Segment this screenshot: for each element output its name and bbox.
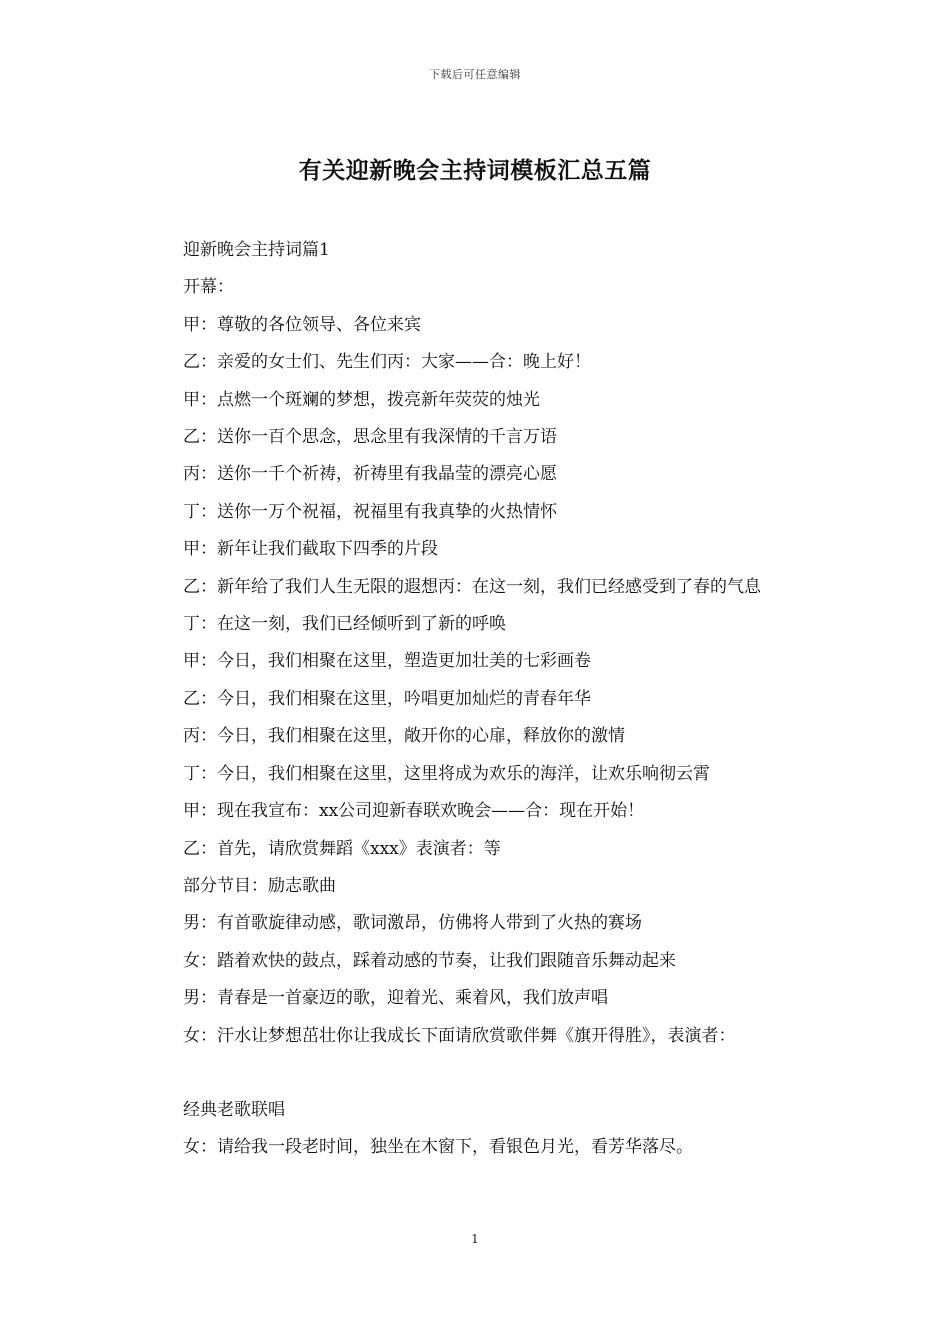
paragraph: 乙：首先，请欣赏舞蹈《xxx》表演者：等 — [183, 838, 501, 859]
section-heading: 部分节目：励志歌曲 — [183, 875, 336, 896]
paragraph: 甲：点燃一个斑斓的梦想，拨亮新年荧荧的烛光 — [183, 389, 540, 410]
paragraph: 女：汗水让梦想茁壮你让我成长下面请欣赏歌伴舞《旗开得胜》，表演者： — [183, 1025, 736, 1046]
paragraph: 丁：送你一万个祝福，祝福里有我真挚的火热情怀 — [183, 501, 557, 522]
paragraph: 开幕： — [183, 277, 234, 298]
section-heading: 经典老歌联唱 — [183, 1099, 285, 1120]
section-heading: 迎新晚会主持词篇1 — [183, 240, 330, 260]
paragraph: 男：有首歌旋律动感，歌词激昂，仿佛将人带到了火热的赛场 — [183, 913, 642, 934]
paragraph: 乙：今日，我们相聚在这里，吟唱更加灿烂的青春年华 — [183, 688, 591, 709]
paragraph: 女：踏着欢快的鼓点，踩着动感的节奏，让我们跟随音乐舞动起来 — [183, 950, 676, 971]
paragraph: 丙：送你一千个祈祷，祈祷里有我晶莹的漂亮心愿 — [183, 464, 557, 485]
paragraph: 乙：新年给了我们人生无限的遐想丙：在这一刻，我们已经感受到了春的气息 — [183, 576, 761, 597]
paragraph: 男：青春是一首豪迈的歌，迎着光、乘着风，我们放声唱 — [183, 988, 608, 1009]
paragraph: 甲：现在我宣布：xx公司迎新春联欢晚会——合：现在开始！ — [183, 801, 645, 822]
paragraph: 丁：在这一刻，我们已经倾听到了新的呼唤 — [183, 614, 506, 635]
page-number: 1 — [471, 1232, 479, 1246]
paragraph: 乙：亲爱的女士们、先生们丙：大家——合：晚上好！ — [183, 352, 591, 373]
paragraph: 甲：尊敬的各位领导、各位来宾 — [183, 314, 421, 335]
paragraph: 丙：今日，我们相聚在这里，敞开你的心扉，释放你的激情 — [183, 726, 625, 747]
paragraph: 乙：送你一百个思念，思念里有我深情的千言万语 — [183, 427, 557, 448]
document-title: 有关迎新晚会主持词模板汇总五篇 — [298, 157, 652, 184]
paragraph: 甲：今日，我们相聚在这里，塑造更加壮美的七彩画卷 — [183, 651, 591, 672]
paragraph: 丁：今日，我们相聚在这里，这里将成为欢乐的海洋，让欢乐响彻云霄 — [183, 763, 710, 784]
paragraph: 甲：新年让我们截取下四季的片段 — [183, 539, 438, 560]
paragraph: 女：请给我一段老时间，独坐在木窗下，看银色月光，看芳华落尽。 — [183, 1137, 693, 1158]
header-note: 下载后可任意编辑 — [429, 68, 521, 81]
document-body — [143, 232, 823, 1167]
